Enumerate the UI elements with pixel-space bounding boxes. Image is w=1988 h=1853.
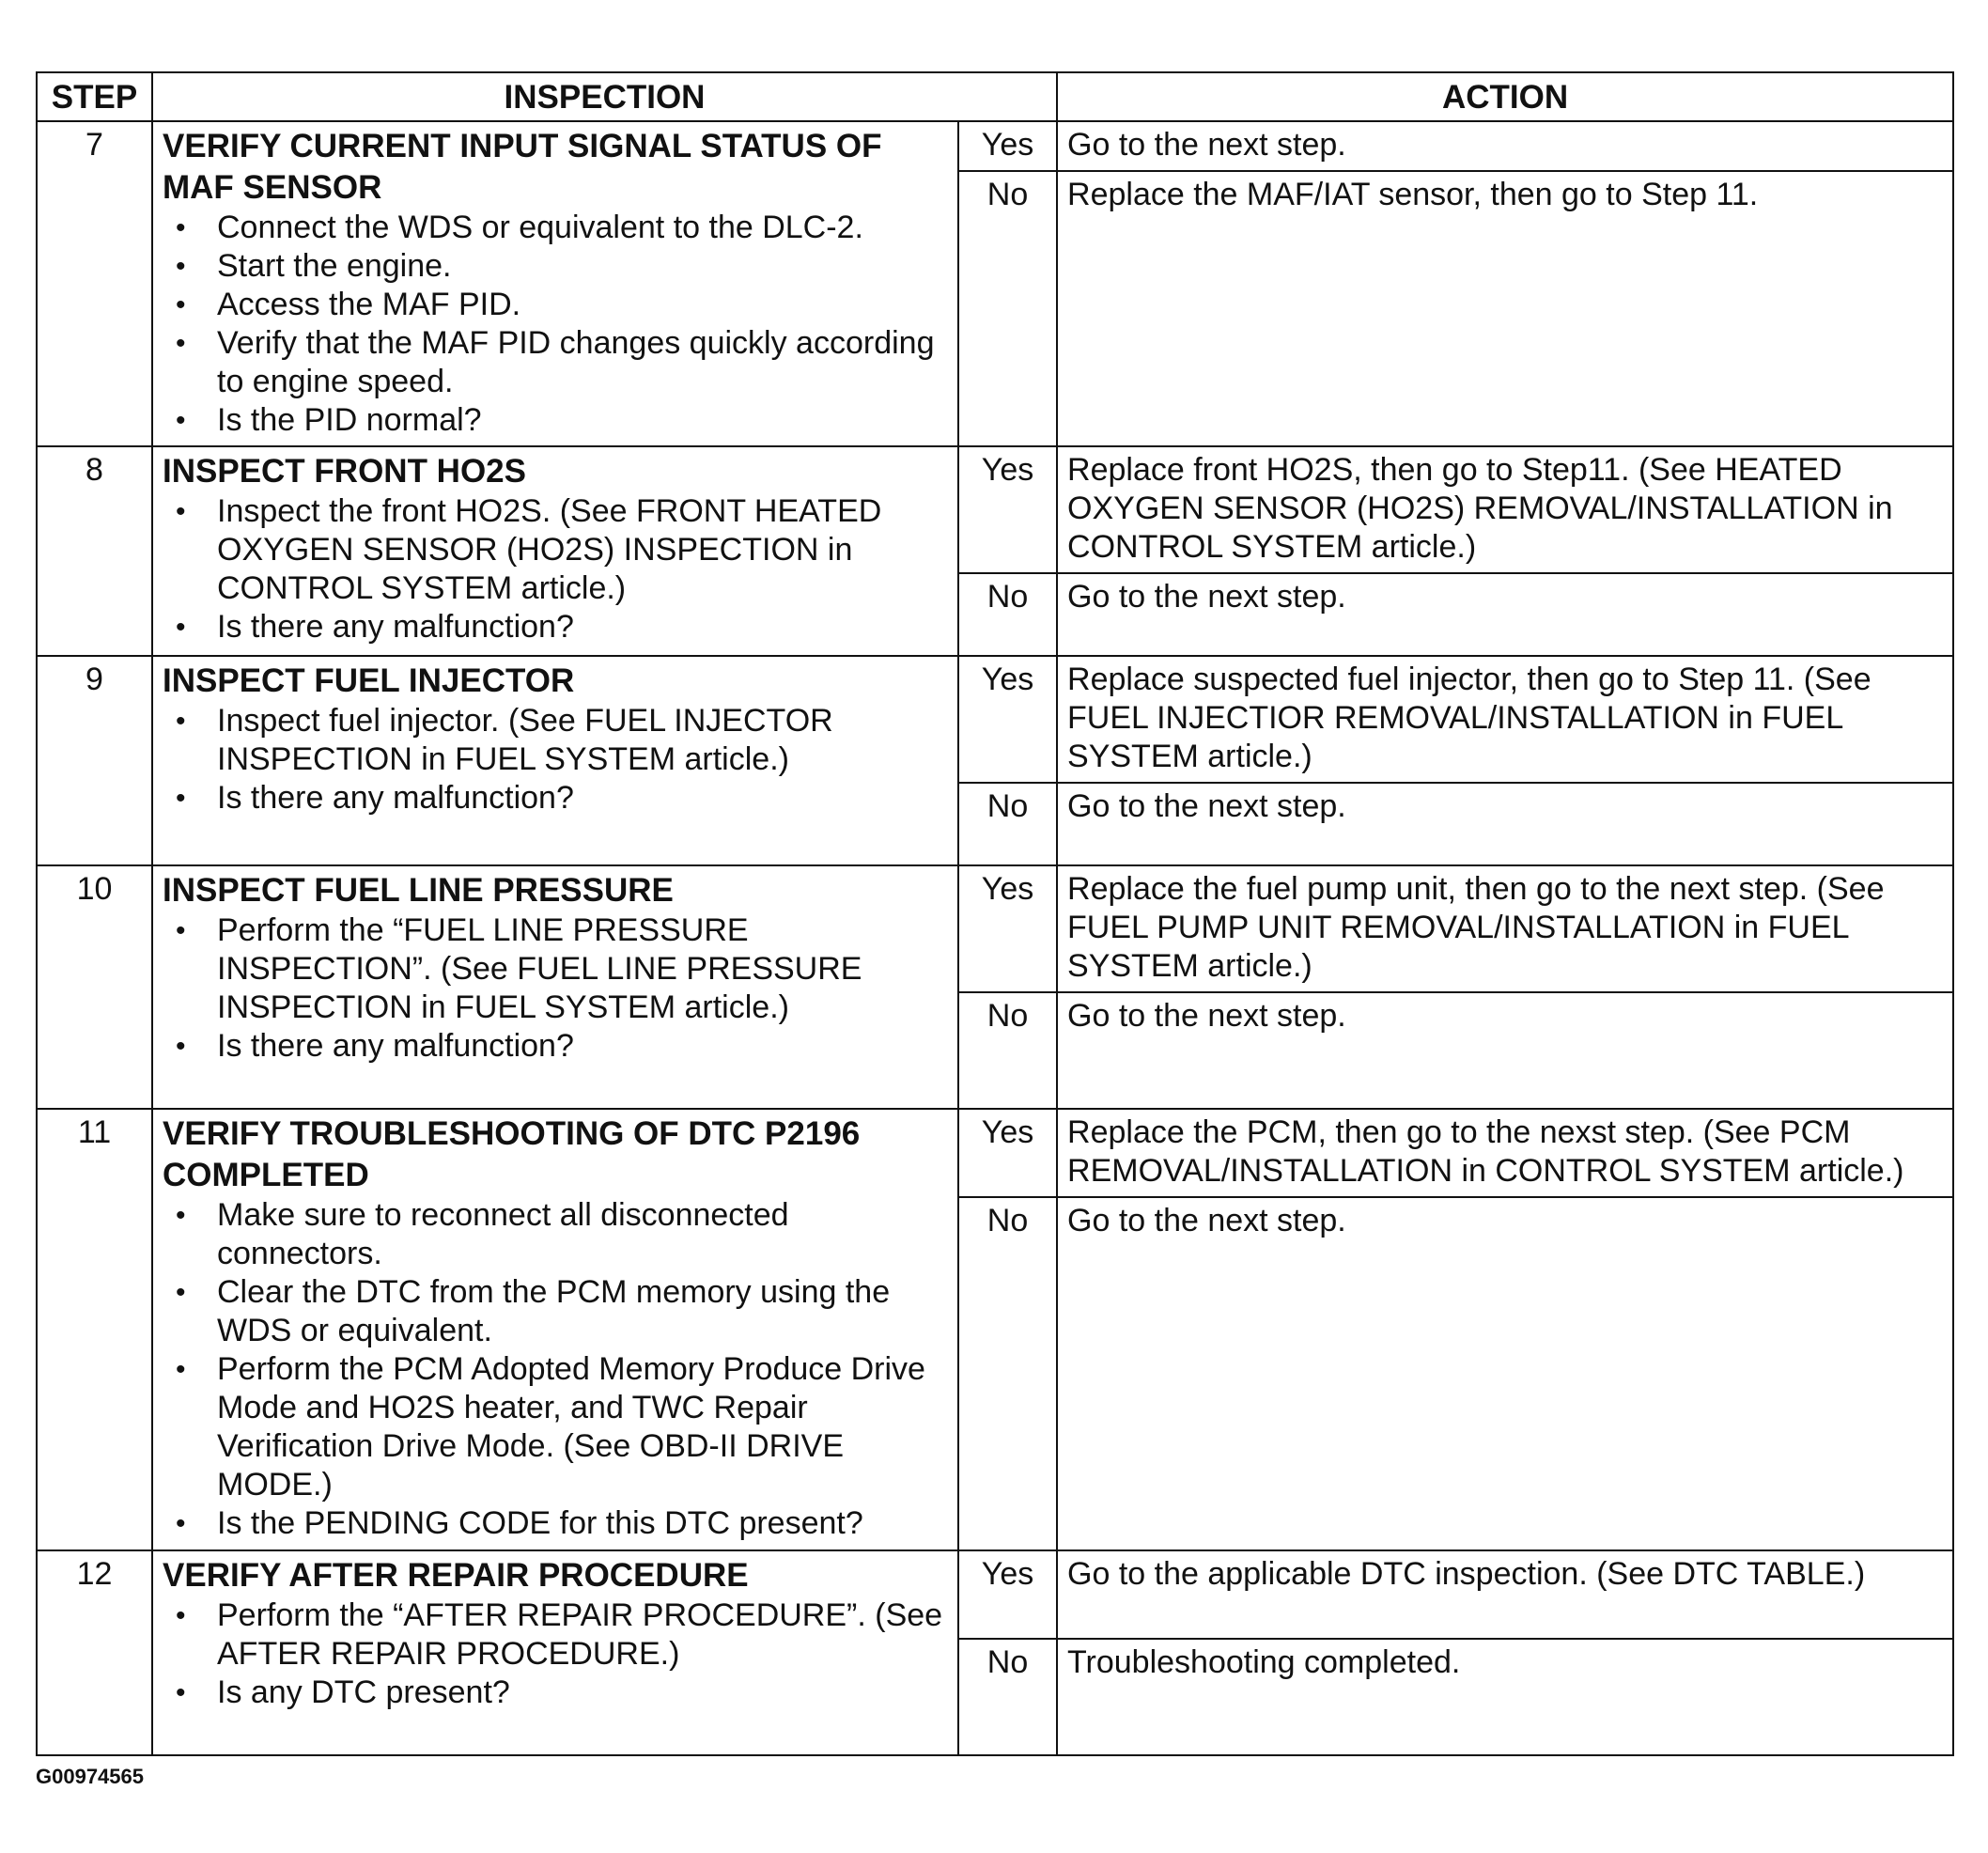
yes-label: Yes (958, 446, 1057, 573)
inspection-bullet: • Inspect the front HO2S. (See FRONT HEATED OXYGEN SENSOR (HO2S) INSPECTION in CONTROL SYSTEM article.) (217, 492, 948, 608)
yes-action: Replace the PCM, then go to the nexst step. (See PCM REMOVAL/INSTALLATION in CONTROL SYSTEM article.) (1057, 1109, 1953, 1197)
yes-action: Go to the applicable DTC inspection. (See DTC TABLE.) (1057, 1550, 1953, 1639)
inspection-title: INSPECT FRONT HO2S (163, 453, 526, 490)
table-row (37, 446, 1953, 573)
table-row (37, 865, 1953, 992)
inspection-bullets (163, 492, 948, 646)
inspection-bullet: • Inspect fuel injector. (See FUEL INJECTOR INSPECTION in FUEL SYSTEM article.) (217, 702, 948, 779)
no-label: No (958, 783, 1057, 865)
header-step: STEP (37, 72, 152, 121)
inspection-bullet: • Is the PENDING CODE for this DTC present? (217, 1504, 948, 1543)
no-action: Go to the next step. (1057, 1197, 1953, 1550)
no-action: Go to the next step. (1057, 783, 1953, 865)
inspection-bullet: • Is there any malfunction? (217, 779, 948, 818)
header-inspection: INSPECTION (152, 72, 1057, 121)
table-body (37, 121, 1953, 1755)
no-label: No (958, 171, 1057, 446)
yes-label: Yes (958, 865, 1057, 992)
no-action: Replace the MAF/IAT sensor, then go to Step 11. (1057, 171, 1953, 446)
inspection-bullet: • Is there any malfunction? (217, 1027, 948, 1066)
yes-action: Replace suspected fuel injector, then go to Step 11. (See FUEL INJECTIOR REMOVAL/INSTALLATION in FUEL SYSTEM article.) (1057, 656, 1953, 783)
inspection-bullet: • Make sure to reconnect all disconnected connectors. (217, 1196, 948, 1273)
no-action: Go to the next step. (1057, 573, 1953, 656)
inspection-title: VERIFY AFTER REPAIR PROCEDURE (163, 1557, 749, 1594)
step-number: 10 (37, 865, 152, 1109)
inspection-bullet: • Is the PID normal? (217, 401, 948, 440)
inspection-bullet: • Perform the “FUEL LINE PRESSURE INSPECTION”. (See FUEL LINE PRESSURE INSPECTION in FUEL SYSTEM article.) (217, 911, 948, 1027)
inspection-bullet: • Verify that the MAF PID changes quickly according to engine speed. (217, 324, 948, 401)
yes-label: Yes (958, 121, 1057, 171)
no-label: No (958, 1197, 1057, 1550)
inspection-cell (152, 121, 958, 446)
inspection-bullet: • Clear the DTC from the PCM memory using the WDS or equivalent. (217, 1273, 948, 1350)
yes-action: Replace front HO2S, then go to Step11. (See HEATED OXYGEN SENSOR (HO2S) REMOVAL/INSTALLATION in CONTROL SYSTEM article.) (1057, 446, 1953, 573)
yes-action: Go to the next step. (1057, 121, 1953, 171)
troubleshooting-table (36, 71, 1954, 1756)
step-number: 7 (37, 121, 152, 446)
inspection-bullets (163, 209, 948, 440)
no-label: No (958, 573, 1057, 656)
no-label: No (958, 992, 1057, 1109)
inspection-bullet: • Connect the WDS or equivalent to the DLC-2. (217, 209, 948, 247)
inspection-title: INSPECT FUEL LINE PRESSURE (163, 872, 674, 909)
table-row (37, 656, 1953, 783)
inspection-bullets (163, 1196, 948, 1543)
inspection-cell (152, 656, 958, 865)
step-number: 8 (37, 446, 152, 656)
inspection-bullet: • Is any DTC present? (217, 1674, 948, 1712)
inspection-cell (152, 1550, 958, 1755)
yes-label: Yes (958, 1550, 1057, 1639)
step-number: 11 (37, 1109, 152, 1550)
yes-label: Yes (958, 656, 1057, 783)
yes-action: Replace the fuel pump unit, then go to the next step. (See FUEL PUMP UNIT REMOVAL/INSTALLATION in FUEL SYSTEM article.) (1057, 865, 1953, 992)
inspection-bullets (163, 911, 948, 1066)
inspection-cell (152, 446, 958, 656)
inspection-bullet: • Start the engine. (217, 247, 948, 286)
no-label: No (958, 1639, 1057, 1755)
inspection-bullet: • Is there any malfunction? (217, 608, 948, 646)
inspection-bullets (163, 1596, 948, 1712)
inspection-title: VERIFY TROUBLESHOOTING OF DTC P2196 COMPLETED (163, 1115, 861, 1193)
inspection-title: VERIFY CURRENT INPUT SIGNAL STATUS OF MAF SENSOR (163, 128, 882, 206)
table-row (37, 121, 1953, 171)
figure-id: G00974565 (36, 1765, 144, 1788)
inspection-bullet: • Perform the PCM Adopted Memory Produce Drive Mode and HO2S heater, and TWC Repair Verification Drive Mode. (See OBD-II DRIVE MODE.) (217, 1350, 948, 1504)
step-number: 9 (37, 656, 152, 865)
table-header-row (37, 72, 1953, 121)
inspection-cell (152, 1109, 958, 1550)
table-row (37, 1109, 1953, 1197)
no-action: Troubleshooting completed. (1057, 1639, 1953, 1755)
inspection-bullets (163, 702, 948, 818)
no-action: Go to the next step. (1057, 992, 1953, 1109)
inspection-bullet: • Access the MAF PID. (217, 286, 948, 324)
inspection-bullet: • Perform the “AFTER REPAIR PROCEDURE”. (See AFTER REPAIR PROCEDURE.) (217, 1596, 948, 1674)
table-row (37, 1550, 1953, 1639)
header-action: ACTION (1057, 72, 1953, 121)
yes-label: Yes (958, 1109, 1057, 1197)
inspection-title: INSPECT FUEL INJECTOR (163, 662, 575, 699)
inspection-cell (152, 865, 958, 1109)
step-number: 12 (37, 1550, 152, 1755)
